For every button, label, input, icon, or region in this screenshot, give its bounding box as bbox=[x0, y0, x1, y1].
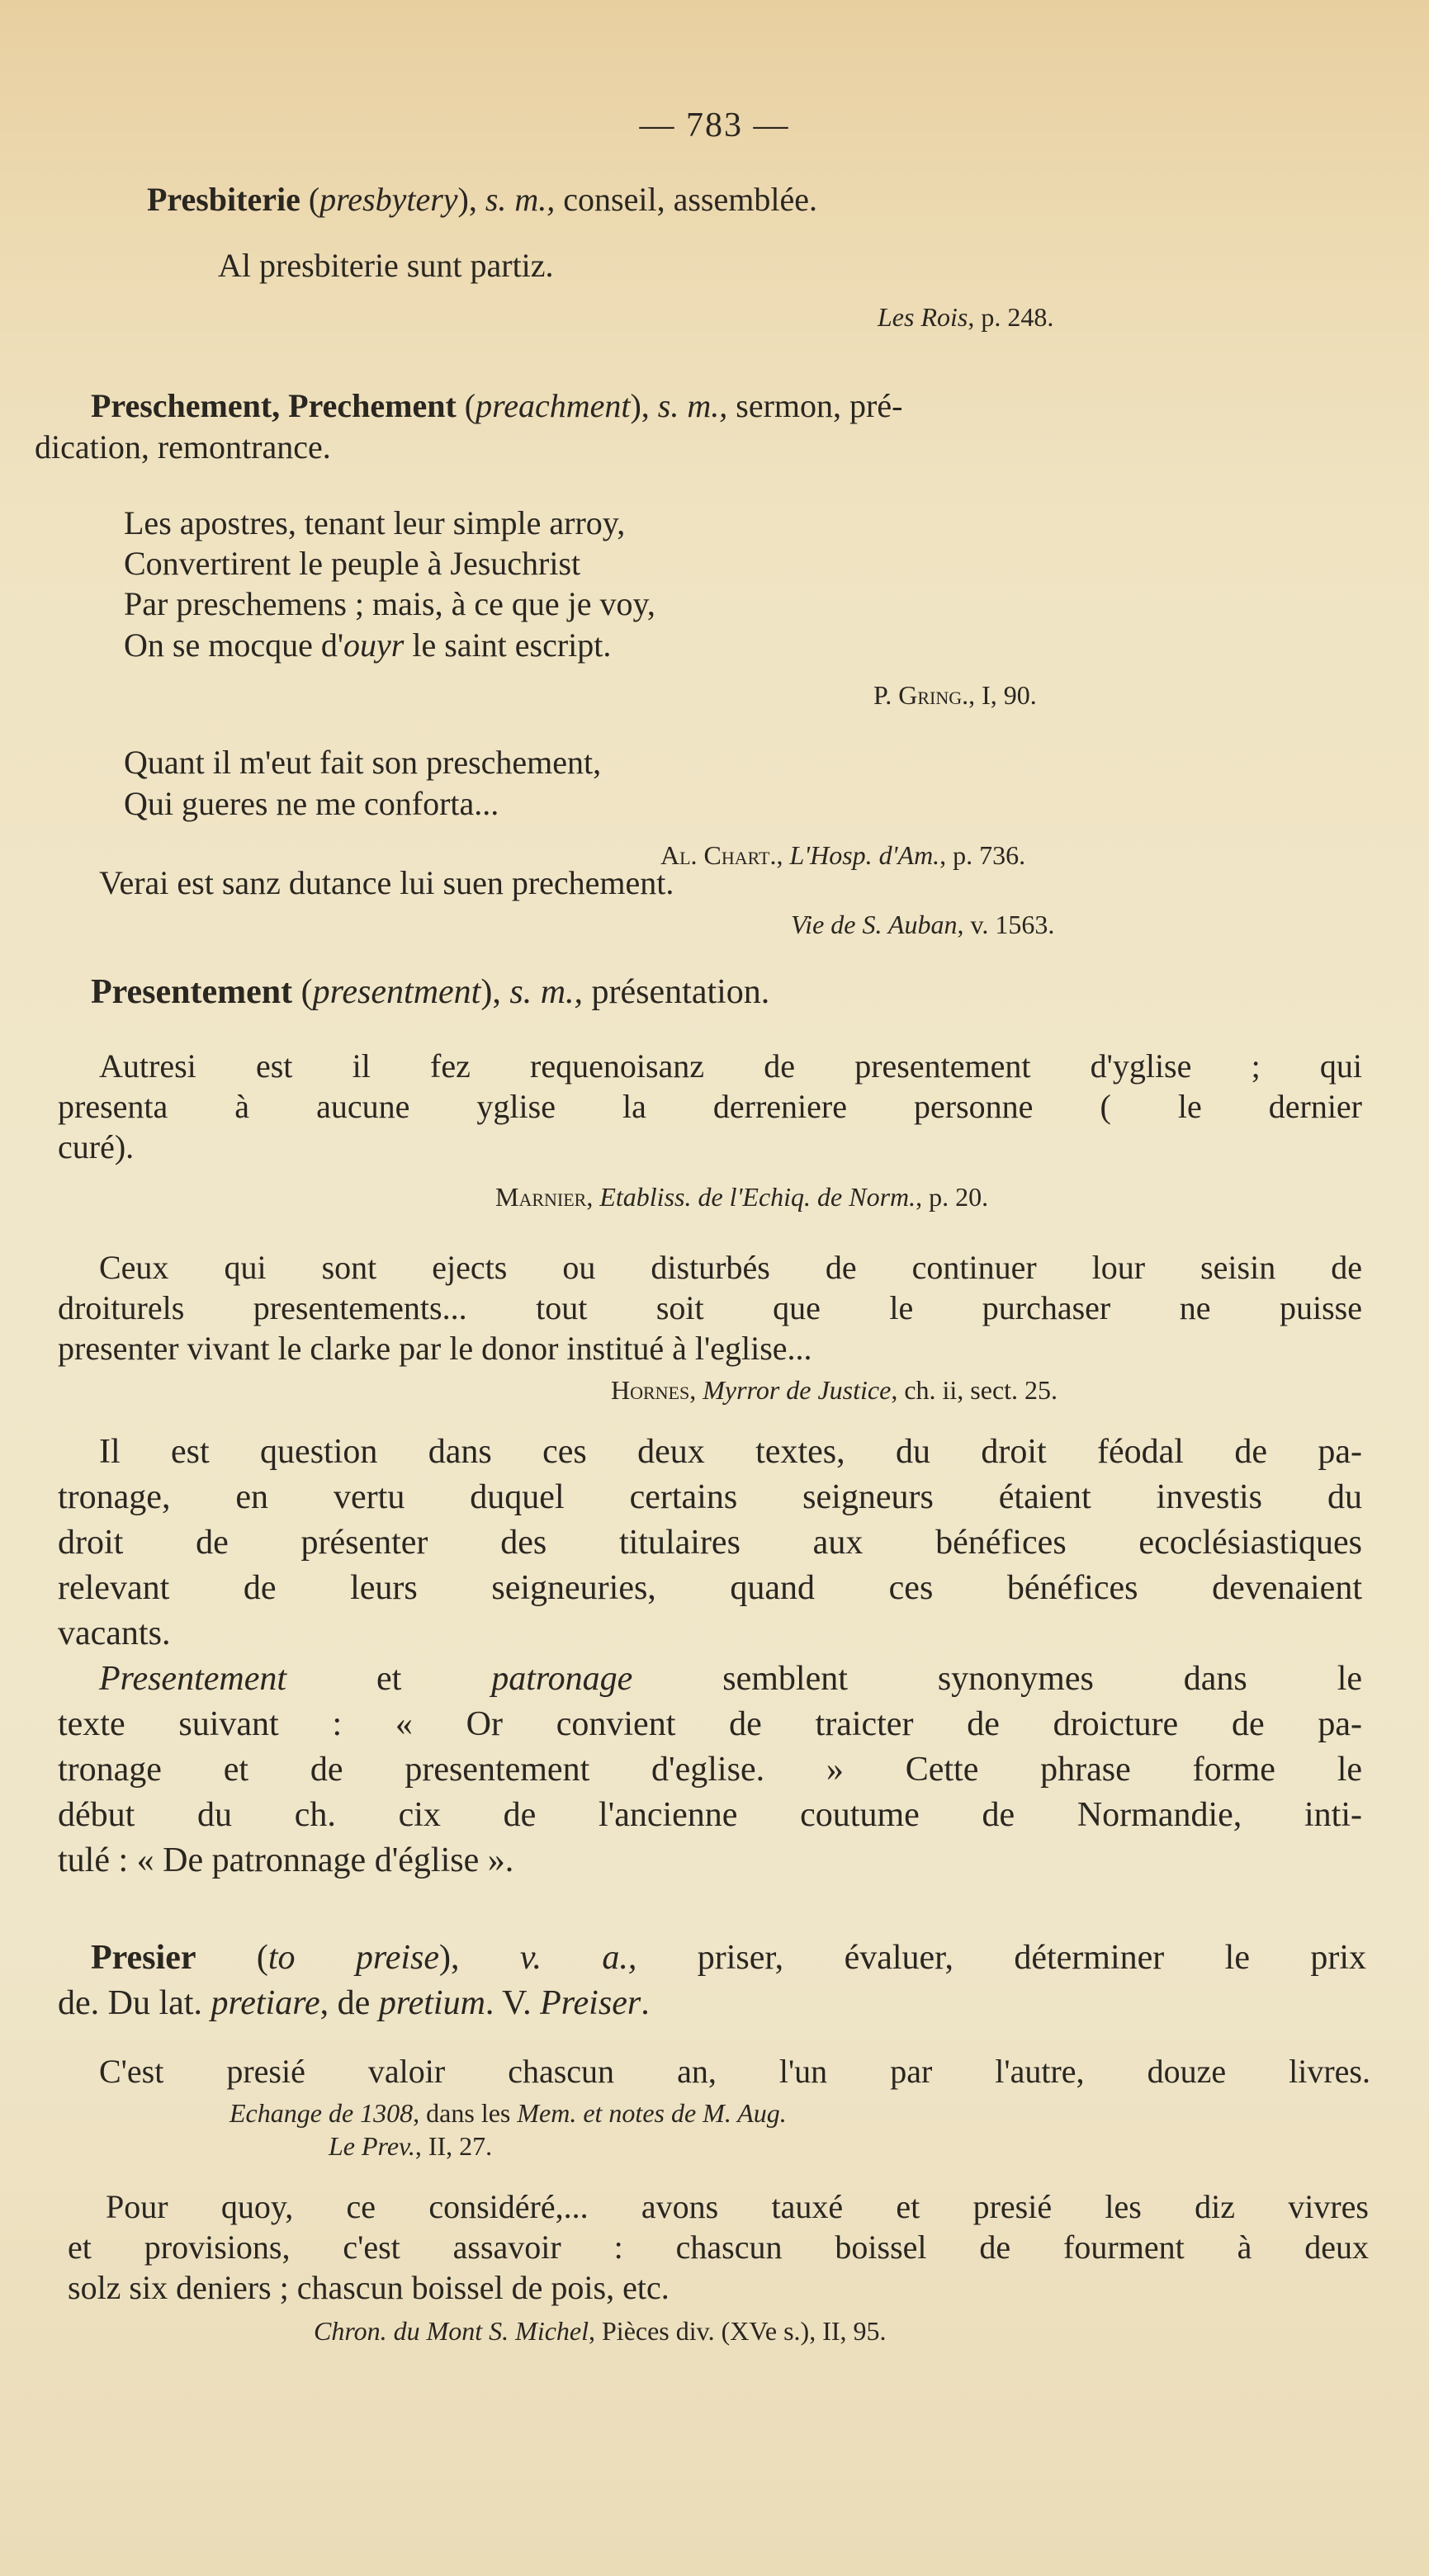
citation-title: Chron. du Mont S. Michel bbox=[314, 2316, 589, 2346]
grammar: v. a., bbox=[519, 1939, 637, 1977]
citation: P. Gring., I, 90. bbox=[873, 680, 1037, 710]
verse-line: Par preschemens ; mais, à ce que je voy, bbox=[124, 585, 655, 622]
etymology-note: de. Du lat. pretiare, de pretium. V. Preiser. bbox=[58, 1984, 650, 2022]
note-line: Il est question dans ces deux textes, du droit féodal de pa- bbox=[99, 1433, 1362, 1471]
quote-line: et provisions, c'est assavoir : chascun boissel de fourment à deux bbox=[68, 2229, 1369, 2266]
quote-line: presenter vivant le clarke par le donor institué à l'eglise... bbox=[58, 1330, 812, 1367]
etymology: presbytery bbox=[319, 181, 458, 218]
citation: Al. Chart., L'Hosp. d'Am., p. 736. bbox=[660, 840, 1026, 870]
page-number: — 783 — bbox=[639, 106, 790, 144]
citation-title: Echange de 1308 bbox=[229, 2098, 414, 2128]
quote-line: curé). bbox=[58, 1128, 135, 1165]
headword: Presentement bbox=[91, 973, 293, 1011]
citation: Hornes, Myrror de Justice, ch. ii, sect. 25. bbox=[611, 1375, 1058, 1405]
verse-line: On se mocque d'ouyr le saint escript. bbox=[124, 626, 612, 664]
grammar: s. m., bbox=[657, 387, 728, 424]
quote-line: presenta à aucune yglise la derreniere personne ( le dernier bbox=[58, 1088, 1362, 1125]
citation-continued: Le Prev., II, 27. bbox=[329, 2131, 493, 2161]
entry-presier-heading: Presier (to preise), v. a., priser, évaluer, déterminer le prix bbox=[91, 1939, 1367, 1977]
etymology: to preise bbox=[267, 1939, 440, 1977]
citation-title: Vie de S. Auban bbox=[791, 910, 958, 939]
note-line: Presentement et patronage semblent synonymes dans le bbox=[99, 1660, 1362, 1698]
etymology: presentment bbox=[312, 973, 481, 1011]
quote-line: Pour quoy, ce considéré,... avons tauxé et presié les diz vivres bbox=[106, 2188, 1369, 2225]
quote-line: droiturels presentements... tout soit que le purchaser ne puisse bbox=[58, 1289, 1362, 1326]
verse-line: Les apostres, tenant leur simple arroy, bbox=[124, 504, 626, 541]
verse-line: Quant il m'eut fait son preschement, bbox=[124, 744, 602, 781]
note-line: vacants. bbox=[58, 1614, 171, 1652]
citation-author: P. Gring. bbox=[873, 680, 969, 710]
quote-line: Ceux qui sont ejects ou disturbés de continuer lour seisin de bbox=[99, 1249, 1362, 1286]
citation-title: Etabliss. de l'Echiq. de Norm. bbox=[599, 1182, 916, 1212]
citation-title: Myrror de Justice bbox=[703, 1375, 892, 1405]
grammar: s. m., bbox=[509, 973, 584, 1011]
headword: Preschement, Prechement bbox=[91, 387, 457, 424]
citation: Echange de 1308, dans les Mem. et notes de M. Aug. bbox=[229, 2098, 787, 2128]
note-line: texte suivant : « Or convient de traicter de droicture de pa- bbox=[58, 1705, 1362, 1743]
citation-ref: , p. 248. bbox=[968, 302, 1054, 332]
citation: Marnier, Etabliss. de l'Echiq. de Norm., p. 20. bbox=[495, 1182, 989, 1212]
verse-line: Convertirent le peuple à Jesuchrist bbox=[124, 545, 581, 582]
citation: Chron. du Mont S. Michel, Pièces div. (XVe s.), II, 95. bbox=[314, 2316, 887, 2346]
citation-author: Marnier bbox=[495, 1182, 587, 1212]
grammar: s. m., bbox=[485, 181, 556, 218]
citation bbox=[878, 297, 1053, 337]
note-line: tronage et de presentement d'eglise. » Cette phrase forme le bbox=[58, 1751, 1362, 1789]
headword: Presbiterie bbox=[147, 181, 300, 218]
citation-title: L'Hosp. d'Am. bbox=[789, 840, 940, 870]
quote: Al presbiterie sunt partiz. bbox=[218, 247, 554, 284]
quote-line: Autresi est il fez requenoisanz de presentement d'yglise ; qui bbox=[99, 1047, 1362, 1085]
citation-title: Les Rois bbox=[878, 302, 968, 332]
citation: Vie de S. Auban, v. 1563. bbox=[791, 910, 1055, 939]
entry-preschement-heading: Preschement, Prechement (preachment), s. m., sermon, pré- bbox=[91, 387, 903, 424]
citation-author: Al. Chart. bbox=[660, 840, 777, 870]
definition: conseil, assemblée. bbox=[555, 181, 817, 218]
entry-presbiterie-heading: Presbiterie (presbytery), s. m., conseil, assemblée. bbox=[147, 181, 817, 218]
note-line: début du ch. cix de l'ancienne coutume de Normandie, inti- bbox=[58, 1796, 1362, 1834]
entry-presentement-heading: Presentement (presentment), s. m., présentation. bbox=[91, 973, 770, 1011]
quote: Verai est sanz dutance lui suen prechement. bbox=[99, 864, 674, 901]
note-line: tronage, en vertu duquel certains seigneurs étaient investis du bbox=[58, 1478, 1362, 1516]
note-line: relevant de leurs seigneuries, quand ces bénéfices devenaient bbox=[58, 1569, 1362, 1607]
note-line: droit de présenter des titulaires aux bénéfices ecoclésiastiques bbox=[58, 1524, 1362, 1562]
verse-line: Qui gueres ne me conforta... bbox=[124, 785, 499, 822]
quote-line: solz six deniers ; chascun boissel de pois, etc. bbox=[68, 2269, 670, 2306]
definition: sermon, pré- bbox=[727, 387, 903, 424]
etymology: preachment bbox=[476, 387, 631, 424]
headword: Presier bbox=[91, 1939, 196, 1977]
definition: présentation. bbox=[583, 973, 770, 1011]
definition-continued: dication, remontrance. bbox=[35, 428, 331, 466]
note-line: tulé : « De patronnage d'église ». bbox=[58, 1841, 514, 1879]
citation-author: Hornes bbox=[611, 1375, 690, 1405]
definition: priser, évaluer, déterminer le prix bbox=[636, 1939, 1367, 1977]
quote: C'est presié valoir chascun an, l'un par l'autre, douze livres. bbox=[99, 2053, 1370, 2090]
